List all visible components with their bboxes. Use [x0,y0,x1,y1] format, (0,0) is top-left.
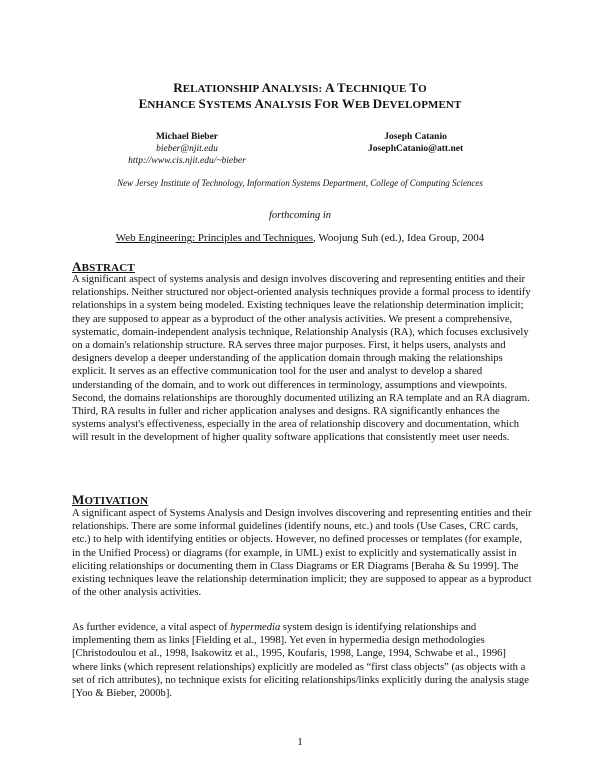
author-2-name: Joseph Catanio [384,132,447,142]
abstract-paragraph: A significant aspect of systems analysis and design involves discovering and representing entities and their relationships. Neither structured nor object-oriented analysis techniques provide a formal process to identify relationships in a system being modeled. Existing techniques leave the relationship determination implicit; they are supposed to appear as a byproduct of the other analysis activities. We present a comprehensive, systematic, domain-independent analysis technique, Relationship Analysis (RA), which focuses exclusively on a domain's relationship structure. RA serves three major purposes. First, it helps users, analysts and designers develop a deeper understanding of the application domain through making the relationships explicit. It serves as an effective communication tool for the user and analyst to develop a shared understanding of the domain, and to work out differences in terminology, assumptions and viewpoints. Second, the domains relationships are thoroughly documented utilizing an RA template and an RA diagram. Third, RA results in fuller and richer application analyses and designs. RA significantly enhances the systems analyst's effectiveness, especially in the area of relationship discovery and documentation, which will result in the development of higher quality software applications that consistently meet user needs. [72,274,531,444]
author-1-email[interactable]: bieber@njit.edu [156,144,218,154]
author-2 [368,131,463,155]
publication-reference: Web Engineering: Principles and Techniques, Woojung Suh (ed.), Idea Group, 2004 [115,232,485,244]
author-1-url[interactable]: http://www.cis.njit.edu/~bieber [128,156,246,166]
motivation-paragraph-1: A significant aspect of Systems Analysis and Design involves discovering and representing entities and their relationships. There are some informal guidelines (identify nouns, etc.) and tools (Use Cases, CRC cards, etc.) to help with identifying entities or objects. However, no defined processes or templates (for example, in the Unified Process) or diagrams (for example, in UML) exist to explicitly and systematically assist in eliciting relationships or documenting them in Class Diagrams or ER Diagrams [Beraha & Su 1999]. The existing techniques leave the relationship determination implicit; they are supposed to appear as a byproduct of the other analysis activities. [72,508,532,599]
author-2-email[interactable]: JosephCatanio@att.net [368,144,464,154]
motivation-paragraph-2: As further evidence, a vital aspect of hypermedia system design is identifying relationships and implementing them as links [Fielding et al., 1998]. Yet even in hypermedia design methodologies [Christodoulou et al., 1998, Isakowitz et al., 1995, Koufaris, 1998, Lange, 1994, Schwabe et al., 1996] where links (which represent relationships) explicitly are modeled as “first class objects” (as objects with a set of rich attributes), no technique exists for eliciting relationships/links explicitly during the analysis stage [Yoo & Bieber, 2000b]. [72,622,529,700]
affiliation: New Jersey Institute of Technology, Information Systems Department, College of Computing Sciences [117,178,483,188]
title-line-2: ENHANCE SYSTEMS ANALYSIS FOR WEB DEVELOPMENT [138,96,462,111]
author-1-name: Michael Bieber [156,132,218,142]
page-number: 1 [297,736,303,748]
book-title: Web Engineering: Principles and Techniques [115,232,314,244]
title-line-1: RELATIONSHIP ANALYSIS: A TECHNIQUE TO [173,80,427,95]
author-1 [122,131,252,167]
motivation-heading: MOTIVATION [72,492,149,507]
forthcoming-note: forthcoming in [268,210,332,221]
abstract-heading: ABSTRACT [72,259,135,274]
